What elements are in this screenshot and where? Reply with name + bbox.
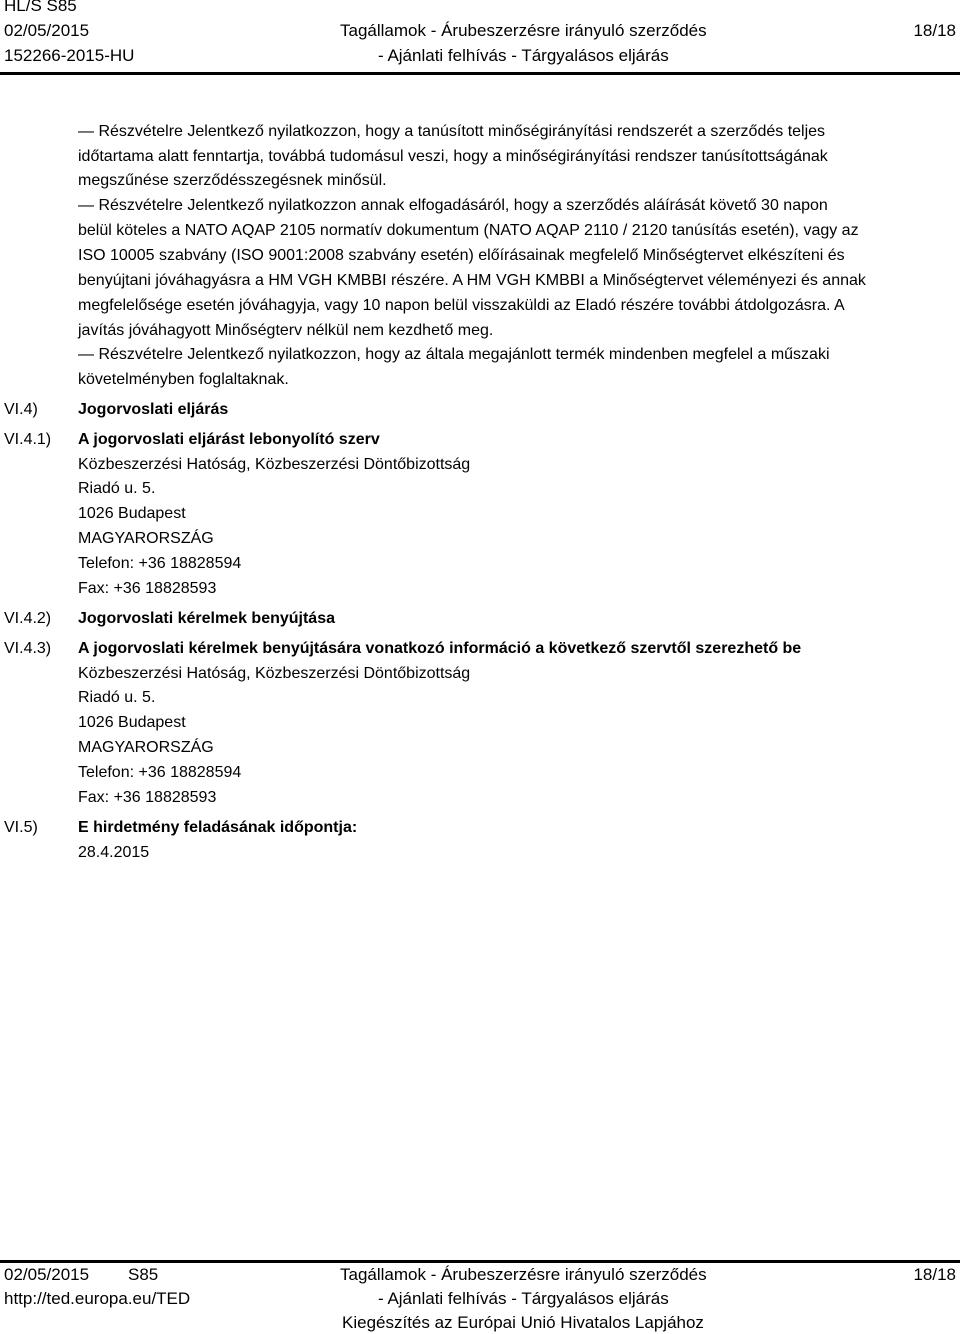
section-title-vi43: A jogorvoslati kérelmek benyújtására vonatkozó információ a következő szervtől szerezhető be xyxy=(78,640,802,657)
org-city: 1026 Budapest xyxy=(78,714,186,731)
header-ref: 152266-2015-HU xyxy=(4,46,135,65)
header-title-line2: - Ajánlati felhívás - Tárgyalásos eljárás xyxy=(378,46,669,65)
org-country: MAGYARORSZÁG xyxy=(78,530,214,547)
section-title-vi4: Jogorvoslati eljárás xyxy=(78,401,229,418)
org-phone: Telefon: +36 18828594 xyxy=(78,764,242,781)
section-title-vi41: A jogorvoslati eljárást lebonyolító szerv xyxy=(78,431,380,448)
footer-series: S85 xyxy=(128,1265,159,1284)
para-line: követelményben foglaltaknak. xyxy=(78,371,289,388)
section-number-vi42: VI.4.2) xyxy=(4,610,52,627)
header-title-line1: Tagállamok - Árubeszerzésre irányuló szerződés xyxy=(340,21,707,40)
org-name: Közbeszerzési Hatóság, Közbeszerzési Döntőbizottság xyxy=(78,665,471,682)
org-phone: Telefon: +36 18828594 xyxy=(78,555,242,572)
footer-url[interactable]: http://ted.europa.eu/TED xyxy=(4,1289,191,1308)
para-line: megfelelősége esetén jóváhagyja, vagy 10 napon belül visszaküldi az Eladó részére további átdolgozásra. A xyxy=(78,297,845,314)
section-number-vi43: VI.4.3) xyxy=(4,640,52,657)
footer-supplement: Kiegészítés az Európai Unió Hivatalos Lapjához xyxy=(342,1313,704,1332)
footer-title-line2: - Ajánlati felhívás - Tárgyalásos eljárás xyxy=(378,1289,669,1308)
footer-date: 02/05/2015 xyxy=(4,1265,90,1284)
org-street: Riadó u. 5. xyxy=(78,689,156,706)
header-page: 18/18 xyxy=(913,21,956,40)
section-title-vi42: Jogorvoslati kérelmek benyújtása xyxy=(78,610,335,627)
header-doc-code: HL/S S85 xyxy=(4,0,77,15)
org-street: Riadó u. 5. xyxy=(78,480,156,497)
para-line: — Részvételre Jelentkező nyilatkozzon, hogy az általa megajánlott termék mindenben megfelel a műszaki xyxy=(78,346,830,363)
dispatch-date: 28.4.2015 xyxy=(78,844,150,861)
footer-title-line1: Tagállamok - Árubeszerzésre irányuló szerződés xyxy=(340,1265,707,1284)
para-line: — Részvételre Jelentkező nyilatkozzon, hogy a tanúsított minőségirányítási rendszerét a szerződés teljes xyxy=(78,123,826,140)
para-line: ISO 10005 szabvány (ISO 9001:2008 szabvány esetén) előírásainak megfelelő Minőségtervet elkészíteni és xyxy=(78,247,845,264)
para-line: időtartama alatt fenntartja, továbbá tudomásul veszi, hogy a minőségirányítási rendszer tanúsítottságának xyxy=(78,148,828,165)
footer-rule xyxy=(0,1260,960,1263)
footer-page: 18/18 xyxy=(913,1265,956,1284)
section-number-vi4: VI.4) xyxy=(4,401,38,418)
org-fax: Fax: +36 18828593 xyxy=(78,789,217,806)
header-rule xyxy=(0,72,960,75)
org-fax: Fax: +36 18828593 xyxy=(78,580,217,597)
para-line: benyújtani jóváhagyásra a HM VGH KMBBI részére. A HM VGH KMBBI a Minőségtervet véleményezi és annak xyxy=(78,272,866,289)
para-line: javítás jóváhagyott Minőségterv nélkül nem kezdhető meg. xyxy=(78,322,494,339)
para-line: megszűnése szerződésszegésnek minősül. xyxy=(78,172,387,189)
org-country: MAGYARORSZÁG xyxy=(78,739,214,756)
section-number-vi5: VI.5) xyxy=(4,819,38,836)
section-number-vi41: VI.4.1) xyxy=(4,431,52,448)
org-city: 1026 Budapest xyxy=(78,505,186,522)
org-name: Közbeszerzési Hatóság, Közbeszerzési Döntőbizottság xyxy=(78,456,471,473)
section-title-vi5: E hirdetmény feladásának időpontja: xyxy=(78,819,358,836)
para-line: belül köteles a NATO AQAP 2105 normatív dokumentum (NATO AQAP 2110 / 2120 tanúsítás esetén), vagy az xyxy=(78,222,859,239)
para-line: — Részvételre Jelentkező nyilatkozzon annak elfogadásáról, hogy a szerződés aláírását követő 30 napon xyxy=(78,197,828,214)
header-date: 02/05/2015 xyxy=(4,21,90,40)
